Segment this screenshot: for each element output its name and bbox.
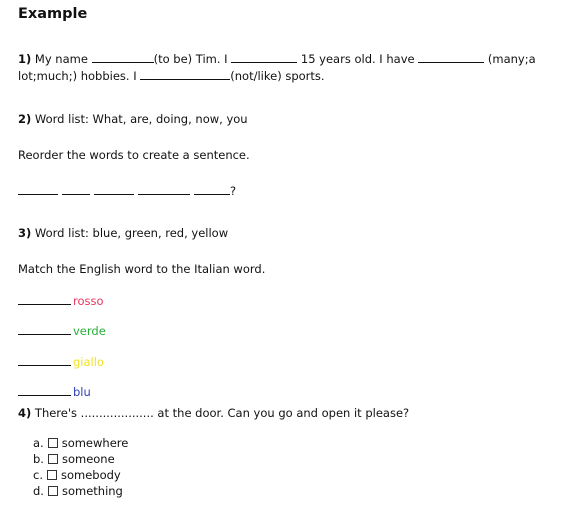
match-blank[interactable] — [18, 292, 71, 305]
option-c[interactable] — [33, 467, 128, 483]
question-3-header — [18, 226, 228, 240]
question-3-instruction: Match the English word to the Italian word. — [18, 262, 266, 276]
match-row — [18, 322, 106, 338]
option-letter: b. — [33, 452, 44, 466]
italian-word-rosso: rosso — [73, 294, 104, 308]
q1-blank-1[interactable] — [92, 50, 154, 63]
q1-text-4: (many;a — [484, 52, 536, 66]
q1-blank-4[interactable] — [140, 67, 230, 80]
option-b[interactable] — [33, 451, 128, 467]
italian-word-giallo: giallo — [73, 355, 104, 369]
question-2-answer-row — [18, 182, 236, 198]
question-1-line-1 — [18, 50, 536, 66]
option-letter: a. — [33, 436, 44, 450]
checkbox[interactable] — [47, 470, 57, 480]
reorder-blank-3[interactable] — [94, 182, 134, 195]
checkbox[interactable] — [48, 454, 58, 464]
match-blank[interactable] — [18, 383, 71, 396]
reorder-blank-5[interactable] — [194, 182, 230, 195]
option-label: somebody — [60, 468, 121, 482]
q1-text-6: (not/like) sports. — [230, 69, 325, 83]
option-label: something — [61, 484, 123, 498]
match-blank[interactable] — [18, 322, 71, 335]
italian-word-verde: verde — [73, 324, 106, 338]
option-label: someone — [61, 452, 115, 466]
q1-text-3: 15 years old. I have — [297, 52, 419, 66]
reorder-blank-1[interactable] — [18, 182, 58, 195]
match-row — [18, 353, 104, 369]
reorder-blank-2[interactable] — [62, 182, 90, 195]
q1-text-2: (to be) Tim. I — [153, 52, 232, 66]
match-blank[interactable] — [18, 353, 71, 366]
option-letter: d. — [33, 484, 44, 498]
question-1-line-2 — [18, 67, 325, 83]
question-2-label: Word list: What, are, doing, now, you — [31, 112, 248, 126]
option-label: somewhere — [61, 436, 129, 450]
question-2-number: 2) — [18, 112, 32, 126]
match-row — [18, 383, 91, 399]
question-3-label: Word list: blue, green, red, yellow — [31, 226, 229, 240]
question-3-number: 3) — [18, 226, 32, 240]
reorder-blank-4[interactable] — [138, 182, 190, 195]
question-4-number: 4) — [18, 406, 32, 420]
italian-word-blu: blu — [73, 385, 91, 399]
question-1-number: 1) — [18, 52, 32, 66]
q1-text-5: lot;much;) hobbies. I — [18, 69, 141, 83]
match-row — [18, 292, 104, 308]
q1-blank-2[interactable] — [231, 50, 297, 63]
question-4-options — [33, 435, 128, 499]
checkbox[interactable] — [48, 438, 58, 448]
checkbox[interactable] — [48, 486, 58, 496]
question-2-instruction: Reorder the words to create a sentence. — [18, 148, 250, 162]
option-letter: c. — [33, 468, 43, 482]
question-4-header — [18, 406, 409, 420]
page-title: Example — [18, 6, 88, 22]
q1-text-1: My name — [31, 52, 92, 66]
question-4-text: There's .................... at the door. Can you go and open it please? — [31, 406, 410, 420]
question-mark: ? — [230, 184, 237, 198]
option-a[interactable] — [33, 435, 128, 451]
question-2-header — [18, 112, 248, 126]
q1-blank-3[interactable] — [418, 50, 484, 63]
option-d[interactable] — [33, 483, 128, 499]
